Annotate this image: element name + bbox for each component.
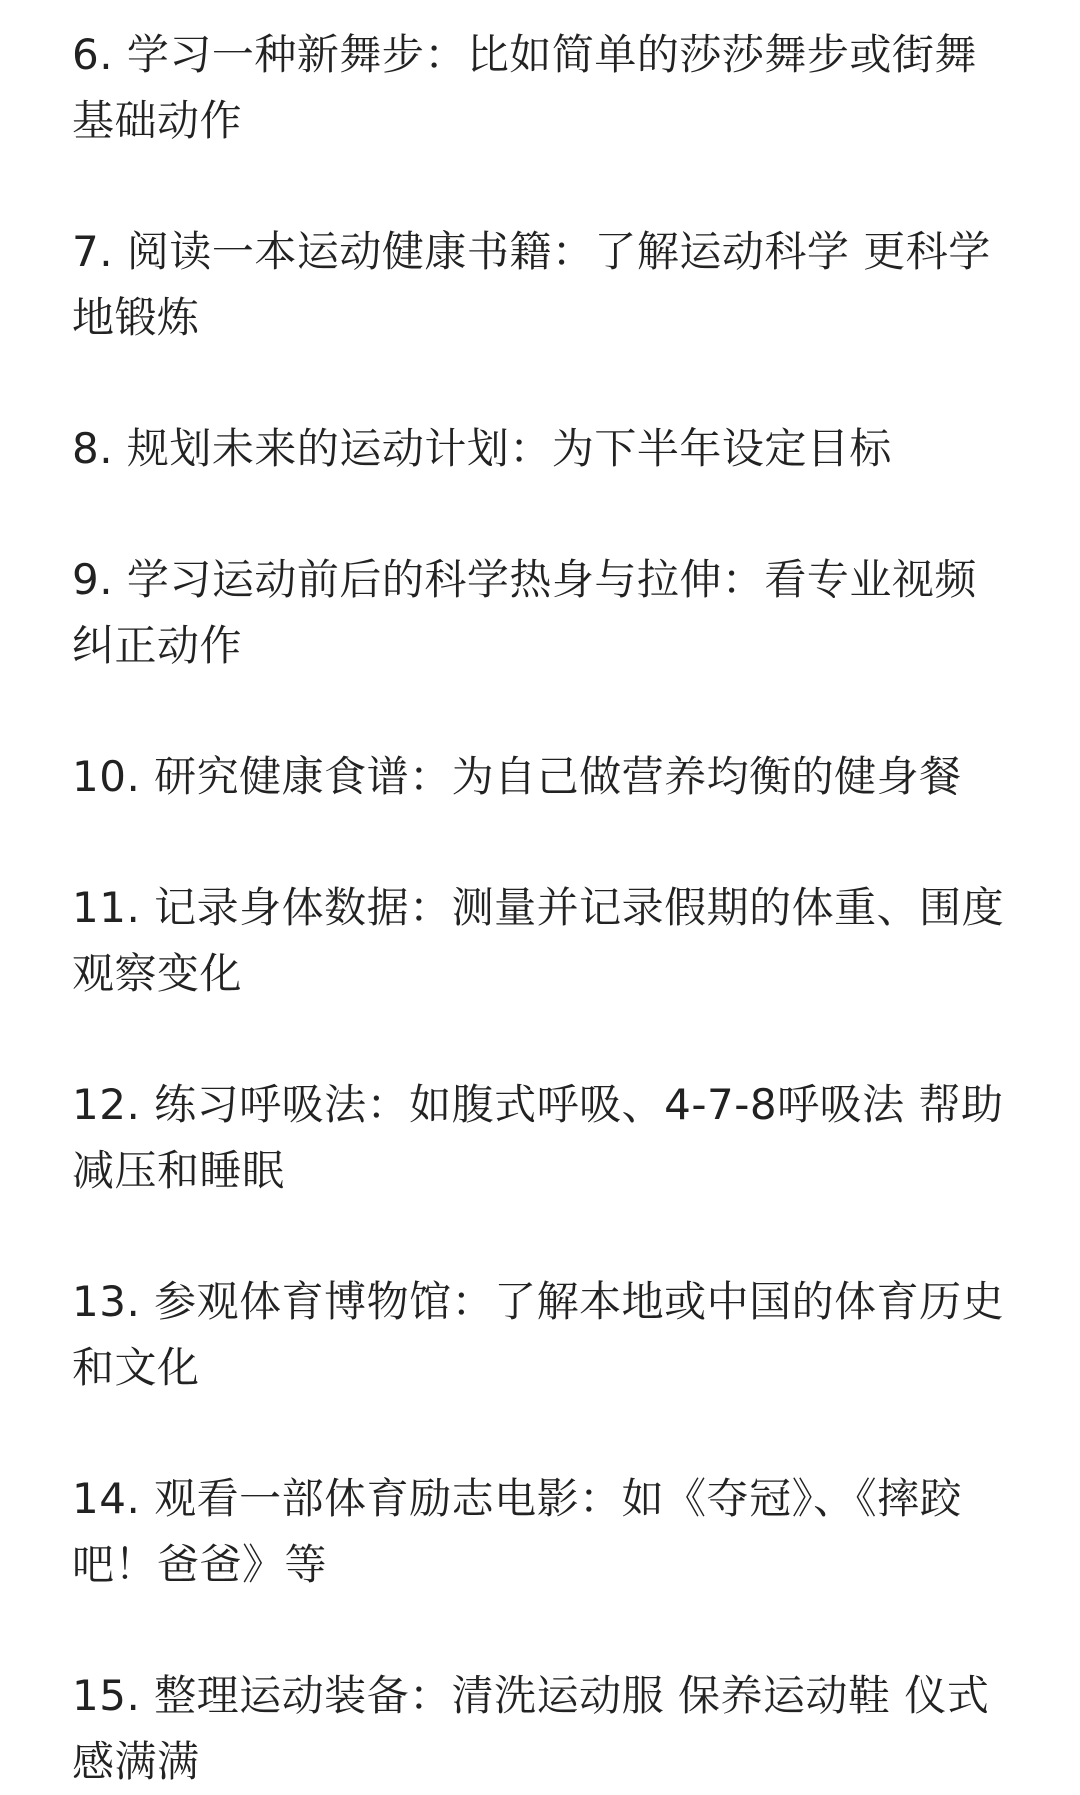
list-item: 13. 参观体育博物馆：了解本地或中国的体育历史和文化 [72,1277,1005,1392]
list-item: 8. 规划未来的运动计划：为下半年设定目标 [72,424,892,473]
list-item: 12. 练习呼吸法：如腹式呼吸、4-7-8呼吸法 帮助减压和睡眠 [72,1080,1004,1195]
list-item: 10. 研究健康食谱：为自己做营养均衡的健身餐 [72,752,962,801]
list-item: 6. 学习一种新舞步：比如简单的莎莎舞步或街舞基础动作 [72,30,977,145]
list-item: 7. 阅读一本运动健康书籍：了解运动科学 更科学地锻炼 [72,227,991,342]
list-item: 15. 整理运动装备：清洗运动服 保养运动鞋 仪式感满满 [72,1671,990,1786]
list-item: 9. 学习运动前后的科学热身与拉伸：看专业视频纠正动作 [72,555,977,670]
list-item: 11. 记录身体数据：测量并记录假期的体重、围度观察变化 [72,883,1005,998]
list-item: 14. 观看一部体育励志电影：如《夺冠》、《摔跤吧！爸爸》等 [72,1474,963,1589]
